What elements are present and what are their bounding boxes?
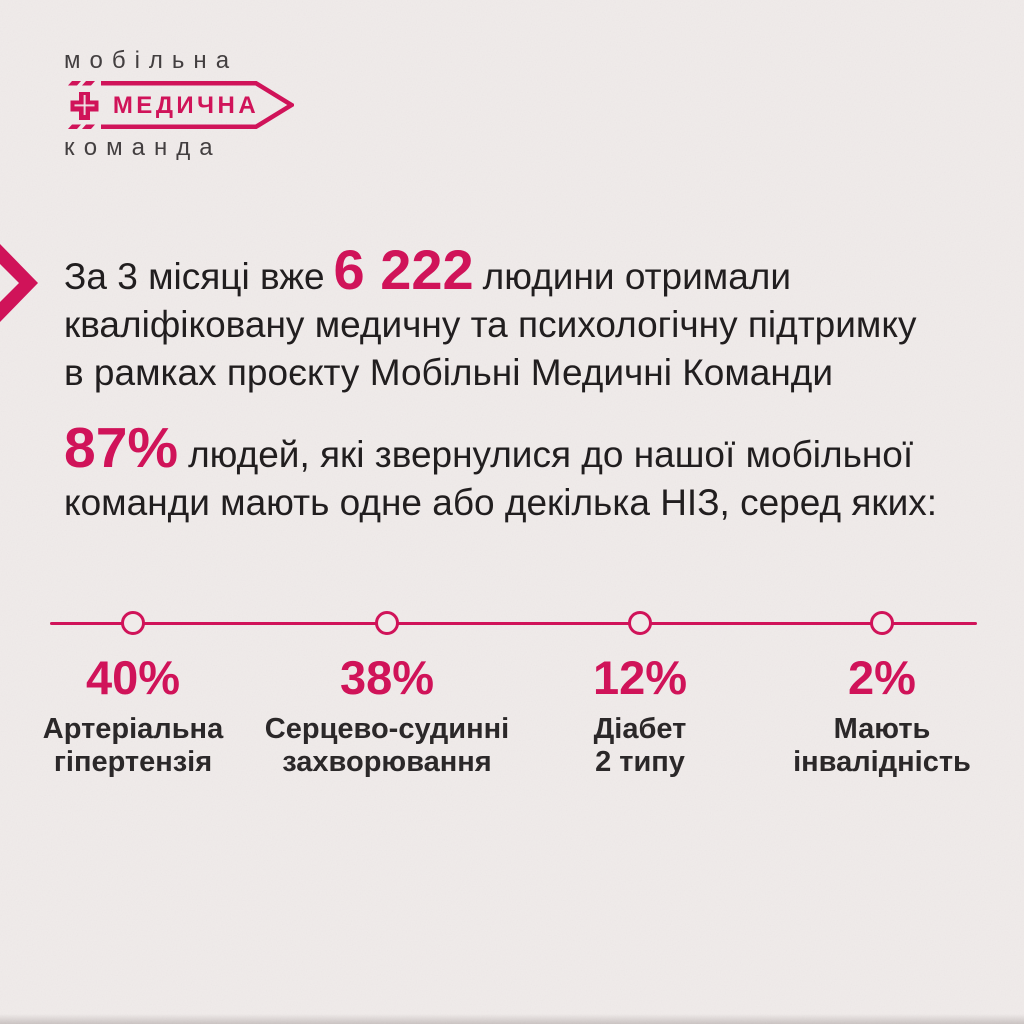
intro-highlight-number: 6 222 [333,238,474,301]
stat-column [3,652,263,779]
intro-line-3: в рамках проєкту Мобільні Медичні Команди [64,352,834,393]
logo-arrow-word: МЕДИЧНА [112,92,260,119]
arrow-dash-icon [82,81,95,86]
stat-label-line: Серцево-судинні [264,713,510,745]
stat-column [257,652,517,779]
ncd-line-2: команди мають одне або декілька НІЗ, серед яких: [64,482,938,523]
bottom-shadow [0,1014,1024,1024]
timeline-line [50,622,977,625]
intro-line-1-post: людини отримали [482,256,792,297]
timeline-dot [375,611,399,635]
stat-label-line: Артеріальна [42,713,224,745]
intro-line-1-pre: За 3 місяці вже [64,256,325,297]
timeline-dot [628,611,652,635]
ncd-line-1-text: людей, які звернулися до нашої мобільної [188,434,914,475]
intro-line-1 [64,238,916,301]
stat-percent: 2% [848,651,916,704]
intro-paragraph [64,238,917,397]
arrow-dash-icon [68,81,81,86]
logo-word-bottom: команда [64,134,222,161]
stat-label [257,713,517,779]
stat-percent: 40% [85,651,181,704]
intro-line-2: кваліфіковану медичну та психологічну підтримку [64,304,917,345]
stat-label [510,713,770,779]
stat-column [510,652,770,779]
stat-label-line: Діабет [593,713,687,745]
logo-word-top: мобільна [64,47,239,74]
stat-label-line: захворювання [282,746,492,778]
timeline-dot [870,611,894,635]
stat-percent: 38% [339,651,435,704]
ncd-paragraph [64,416,938,527]
stat-label-line: Мають [833,713,931,745]
arrow-dash-icon [82,125,95,130]
logo-arrow [62,80,294,130]
arrow-dash-icon [68,125,81,130]
stat-label-line: інвалідність [793,746,971,778]
stat-percent: 12% [592,651,688,704]
logo [62,48,302,161]
stat-label-line: гіпертензія [53,746,213,778]
stat-label-line: 2 типу [595,746,685,778]
logo-arrow-shape [62,80,294,130]
ncd-highlight-percent: 87% [64,416,179,480]
stat-label [752,713,1012,779]
stat-column [752,652,1012,779]
ncd-line-1 [64,416,937,480]
timeline-dot [121,611,145,635]
stat-label [3,713,263,779]
chevron-right-icon [0,244,38,322]
